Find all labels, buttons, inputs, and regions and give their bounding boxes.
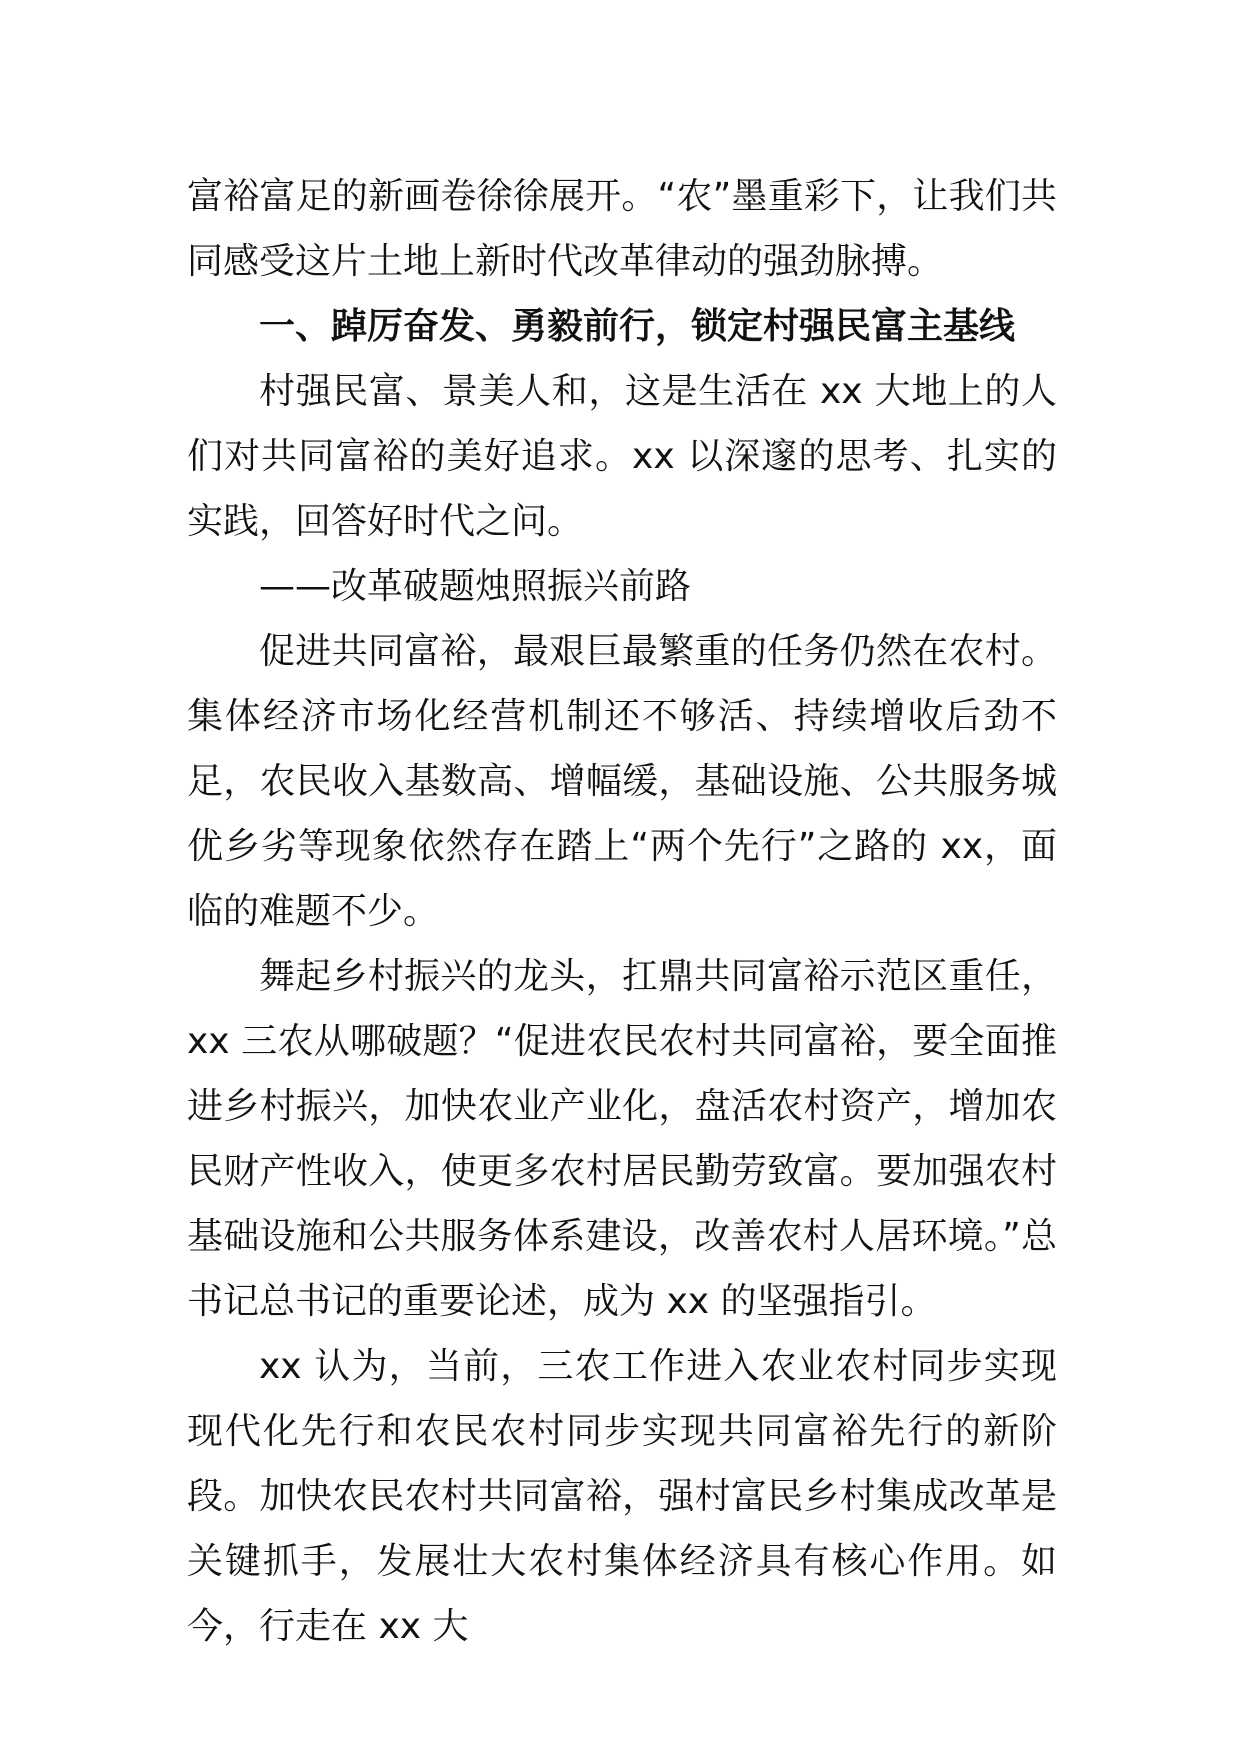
paragraph-continuation: 富裕富足的新画卷徐徐展开。“农”墨重彩下，让我们共同感受这片土地上新时代改革律动的强劲脉搏。	[187, 176, 1057, 282]
paragraph-challenges: 促进共同富裕，最艰巨最繁重的任务仍然在农村。集体经济市场化经营机制还不够活、持续增收后劲不足，农民收入基数高、增幅缓，基础设施、公共服务城优乡劣等现象依然存在踏上“两个先行”之路的 xx，面临的难题不少。	[187, 631, 1057, 932]
paragraph-intro: 村强民富、景美人和，这是生活在 xx 大地上的人们对共同富裕的美好追求。xx 以深邃的思考、扎实的实践，回答好时代之问。	[187, 371, 1057, 542]
paragraph-stage: xx 认为，当前，三农工作进入农业农村同步实现现代化先行和农民农村同步实现共同富裕先行的新阶段。加快农民农村共同富裕，强村富民乡村集成改革是关键抓手，发展壮大农村集体经济具有核心作用。如今，行走在 xx 大	[187, 1346, 1057, 1647]
section-heading: 一、踔厉奋发、勇毅前行，锁定村强民富主基线	[259, 306, 1016, 347]
subheading-dash: ——改革破题烛照振兴前路	[259, 566, 692, 607]
document-body	[187, 164, 1057, 1659]
paragraph-quote: 舞起乡村振兴的龙头，扛鼎共同富裕示范区重任，xx 三农从哪破题？“促进农民农村共同富裕，要全面推进乡村振兴，加快农业产业化，盘活农村资产，增加农民财产性收入，使更多农村居民勤劳致富。要加强农村基础设施和公共服务体系建设，改善农村人居环境。”总书记总书记的重要论述，成为 xx 的坚强指引。	[187, 956, 1057, 1322]
